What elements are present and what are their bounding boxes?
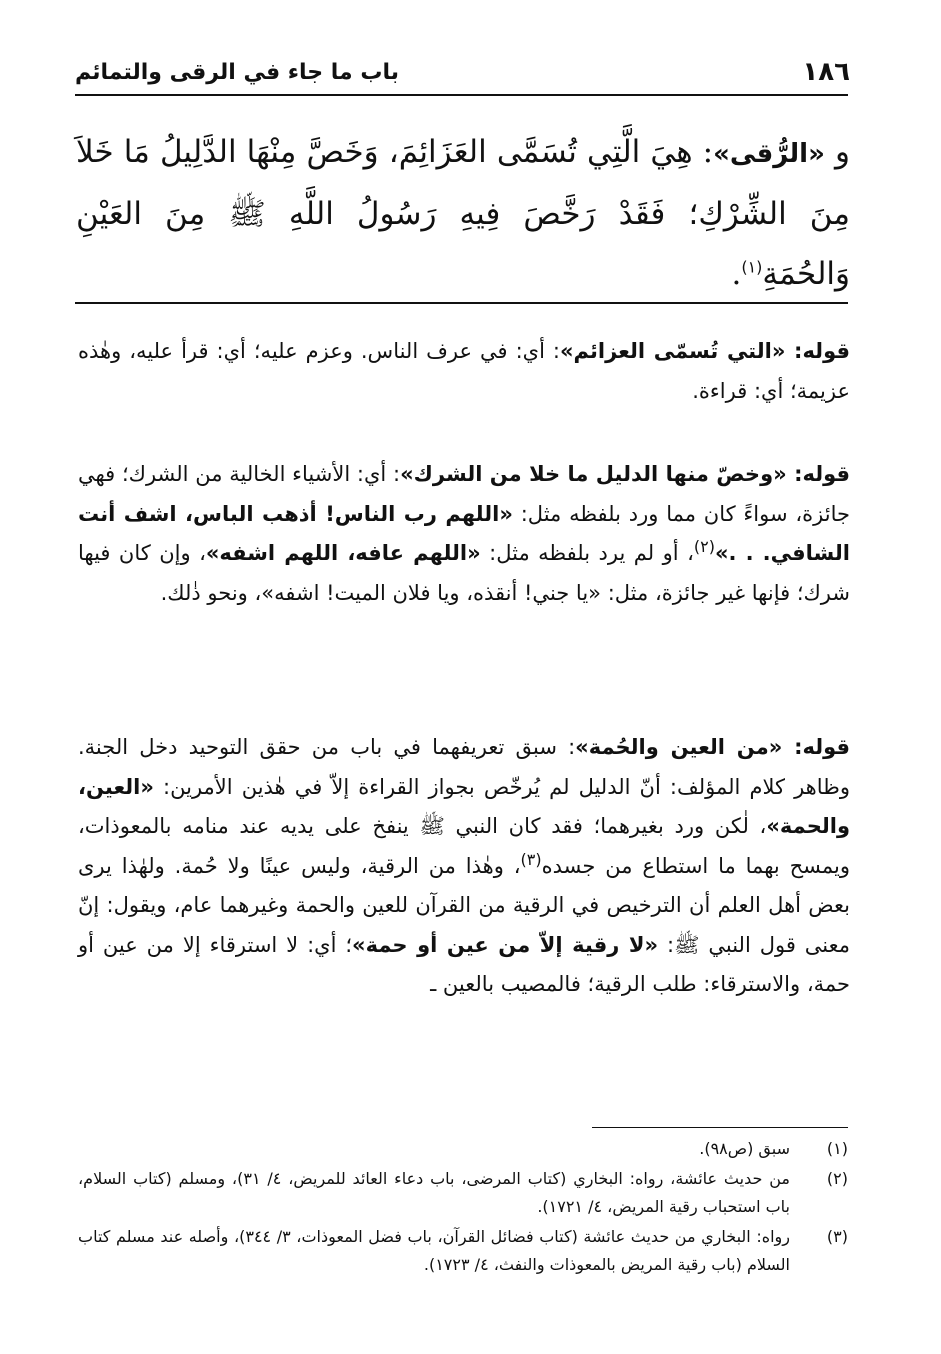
- main-text-body: : هِيَ الَّتِي تُسَمَّى العَزَائِمَ، وَخَصَّ مِنْهَا الدَّلِيلُ مَا خَلاَ مِنَ الشِّرْكِ؛ فَقَدْ رَخَّصَ فِيهِ رَسُولُ اللَّهِ ﷺ مِنَ العَيْنِ وَالحُمَةِ: [76, 134, 850, 292]
- footnote-number: (١): [826, 1139, 848, 1158]
- page-header: [75, 52, 850, 92]
- running-title: باب ما جاء في الرقى والتمائم: [75, 59, 399, 85]
- commentary-label: قوله:: [794, 339, 850, 363]
- footnote-number: (٢): [826, 1169, 848, 1188]
- footnotes: [78, 1135, 848, 1279]
- commentary-text: : أي: الأشياء الخالية من الشرك؛ فهي جائزة، سواءً كان مما ورد بلفظه مثل:: [78, 462, 850, 526]
- commentary-paragraph: [78, 728, 850, 1005]
- commentary-quote: «التي تُسمّى العزائم»: [559, 339, 795, 363]
- commentary-text: ، لٰكن ورد بغيرهما؛ فقد كان النبي ﷺ ينفخ على يديه عند منامه بالمعوذات، ويمسح بهما ما استطاع من جسده: [78, 814, 851, 878]
- footnote-text: سبق (ص٩٨).: [699, 1139, 790, 1158]
- commentary-label: قوله:: [794, 462, 851, 486]
- text-separator-rule: [75, 302, 848, 304]
- footnote-text: من حديث عائشة، رواه: البخاري (كتاب المرضى، باب دعاء العائد للمريض، ٤/ ٣١)، ومسلم (كتاب السلام، باب استحباب رقية المريض، ٤/ ١٧٢١).: [78, 1169, 790, 1216]
- main-text-end: .: [731, 256, 742, 292]
- main-text: [76, 122, 850, 304]
- commentary-text: : سبق تعريفهما في باب من حقق التوحيد دخل الجنة. وظاهر كلام المؤلف: أنّ الدليل لم يُرخّص بجواز القراءة إلاّ في هٰذين الأمرين:: [78, 735, 850, 799]
- commentary-quote: «اللهم عافه، اللهم اشفه»: [205, 541, 481, 565]
- commentary-paragraph: [78, 332, 850, 411]
- commentary-paragraph: [78, 455, 850, 613]
- footnote: [78, 1135, 848, 1163]
- commentary-text: : أي: في عرف الناس. وعزم عليه؛ أي: قرأ عليه، وهٰذه عزيمة؛ أي: قراءة.: [78, 339, 850, 403]
- commentary-quote: «اللهم رب الناس! أذهب الباس، اشف أنت الشافي. . .»: [78, 501, 850, 565]
- footnote-number: (٣): [826, 1227, 848, 1246]
- header-rule: [75, 94, 848, 96]
- main-text-term: «الرُّقى»: [713, 139, 825, 169]
- footnote-rule: [592, 1127, 848, 1128]
- footnote-text: رواه: البخاري من حديث عائشة (كتاب فضائل القرآن، باب فضل المعوذات، ٣/ ٣٤٤)، وأصله عند مسلم كتاب السلام (باب رقية المريض بالمعوذات والنفث، ٤/ ١٧٢٣).: [78, 1227, 790, 1274]
- footnote: [78, 1165, 848, 1221]
- commentary-text: ، وإن كان فيها شرك؛ فإنها غير جائزة، مثل: «يا جني! أنقذه، ويا فلان الميت! اشفه»، ونحو ذٰلك.: [78, 541, 850, 605]
- commentary-text: ؛ أي: لا استرقاء إلا من عين أو حمة، والاسترقاء: طلب الرقية؛ فالمصيب بالعين ـ: [78, 932, 850, 996]
- footnote-ref-1[interactable]: (١): [741, 257, 763, 277]
- page-number: ١٨٦: [802, 57, 850, 87]
- main-text-intro: و: [824, 134, 850, 170]
- commentary-label: قوله:: [794, 735, 850, 759]
- commentary-text: ، أو لم يرد بلفظه مثل:: [480, 541, 694, 565]
- commentary-quote: «وخصّ منها الدليل ما خلا من الشرك»: [400, 462, 795, 486]
- commentary-text: ، وهٰذا من الرقية، وليس عينًا ولا حُمة. ولهٰذا يرى بعض أهل العلم أن الترخيص في الرقية من القرآن للعين والحمة وغيرهما عام، ويقول: إنّ معنى قول النبي ﷺ:: [78, 853, 851, 957]
- footnote: [78, 1223, 848, 1279]
- commentary-quote: «لا رقية إلاّ من عين أو حمة»: [352, 932, 659, 957]
- footnote-ref-2[interactable]: (٢): [693, 537, 715, 556]
- footnote-ref-3[interactable]: (٣): [520, 849, 542, 869]
- commentary-quote: «من العين والحُمة»: [575, 735, 795, 759]
- commentary-quote: «العين، والحمة»: [78, 774, 850, 838]
